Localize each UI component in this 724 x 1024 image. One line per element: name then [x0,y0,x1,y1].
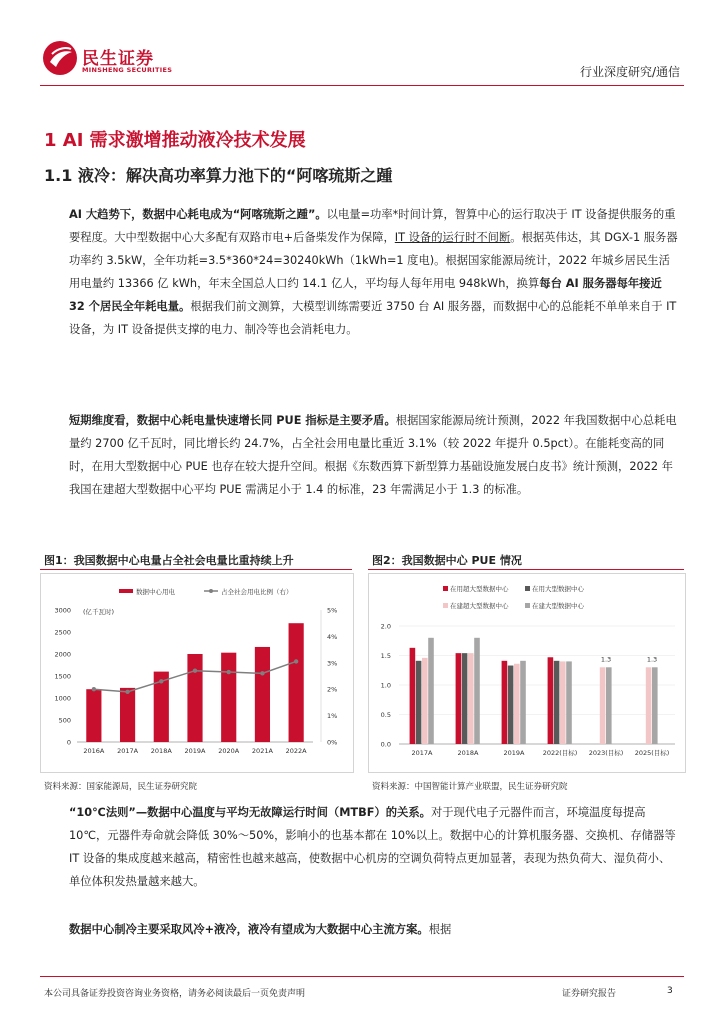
x-tick-label: 2016A [83,747,105,755]
y-right-tick: 0% [327,738,338,747]
paragraph-1 [69,203,679,341]
y-right-tick: 1% [327,712,338,721]
header-divider [40,85,684,86]
figure-1-chart [40,573,354,773]
footer-label: 证券研究报告 [562,989,617,999]
y-left-tick: 2000 [54,650,71,659]
paragraph-2 [69,409,679,501]
bar-pue [566,661,572,744]
bar-pue [600,667,606,744]
paragraph-1-text-b: 。根据英伟达，其 DGX-1 服务器功率约 3.5kW，全年功耗=3.5*360*24=30240kWh（1kWh=1 度电)。根据国家能源局统计，2022 年城乡居民生活用电量约 13366 亿 kWh，年末全国总人口约 14.1 亿人，平均每人每年用电 948kWh，换算 [69,231,678,290]
bar-datacenter-power [255,647,270,742]
figure-1-rule [40,569,352,570]
bar-pue [520,661,526,744]
legend-marker-line [209,589,213,593]
data-label: 1.3 [646,655,658,664]
bar-datacenter-power [86,689,101,742]
line-point [159,679,163,683]
x-tick-label: 2017A [117,747,139,755]
page-number: 3 [667,986,673,996]
y-left-tick: 1000 [54,694,71,703]
bar-datacenter-power [289,623,304,742]
x-tick-label: 2025(目标) [634,749,670,757]
legend-label: 在建大型数据中心 [532,602,584,610]
y-left-tick: 500 [58,716,71,725]
section-heading: 1 AI 需求激增推动液冷技术发展 [44,130,306,151]
bar-pue [560,661,566,744]
legend-swatch [443,603,448,608]
line-point [193,669,197,673]
figure-1-svg [41,574,353,772]
x-tick-label: 2023(目标) [588,749,624,757]
bar-pue [422,658,428,744]
bar-pue [416,661,422,744]
figure-2-source: 资料来源：中国智能计算产业联盟，民生证券研究院 [372,782,568,792]
paragraph-1-underline: IT 设备的运行时不间断 [394,231,511,244]
company-logo-icon [42,40,78,76]
legend-label-line: 占全社会用电比例（右） [221,588,293,596]
bar-pue [514,664,520,744]
x-tick-label: 2019A [503,749,525,757]
paragraph-1-bold: 每台 AI 服务器每年接近 32 个居民全年耗电量。 [69,277,662,313]
paragraph-3-lead: “10℃法则”—数据中心温度与平均无故障运行时间（MTBF）的关系。 [69,806,431,819]
line-point [294,659,298,663]
figure-1-title: 图1：我国数据中心电量占全社会电量比重持续上升 [44,554,294,567]
figure-2-svg [369,574,685,772]
paragraph-1-text-c: 根据我们前文测算，大模型训练需要近 3750 台 AI 服务器，而数据中心的总能耗不单单来自于 IT 设备，为 IT 设备提供支撑的电力、制冷等也会消耗电力。 [69,300,677,336]
figure-2-rule [368,569,684,570]
legend-label: 在建超大型数据中心 [450,602,509,610]
line-point [260,671,264,675]
paragraph-3 [69,801,679,893]
data-label: 1.3 [600,655,612,664]
report-category: 行业深度研究/通信 [579,65,680,79]
bar-pue [646,667,652,744]
y-left-tick: 0 [66,738,71,747]
y-right-tick: 5% [327,606,338,615]
y-tick-label: 1.0 [380,681,391,690]
footer-disclaimer: 本公司具备证券投资咨询业务资格，请务必阅读最后一页免责声明 [44,989,306,999]
bar-pue [606,667,612,744]
legend-swatch-bar [119,589,133,593]
y-tick-label: 2.0 [380,622,391,631]
bar-datacenter-power [221,653,236,742]
x-tick-label: 2020A [218,747,240,755]
paragraph-1-lead: AI 大趋势下，数据中心耗电成为“阿喀琉斯之踵”。 [69,208,327,221]
bar-pue [456,653,462,744]
legend-swatch [443,586,448,591]
figure-2-title: 图2：我国数据中心 PUE 情况 [372,554,522,567]
legend-label-bar: 数据中心用电 [136,588,175,596]
logo-name: 民生证券 [82,49,154,69]
y-left-tick: 1500 [54,672,71,681]
paragraph-4 [69,918,679,941]
line-point [125,690,129,694]
legend-label: 在用大型数据中心 [532,585,584,593]
legend-label: 在用超大型数据中心 [450,585,509,593]
bar-pue [462,653,468,744]
figure-2-chart [368,573,686,773]
y-right-tick: 2% [327,685,338,694]
legend-swatch [525,603,530,608]
bar-pue [410,648,416,744]
bar-pue [502,661,508,744]
footer-divider [40,976,684,977]
bar-pue [508,666,514,744]
bar-pue [428,638,434,744]
y-left-tick: 2500 [54,628,71,637]
y-axis-label: (亿千瓦时) [83,608,115,616]
x-tick-label: 2018A [150,747,172,755]
x-tick-label: 2022(目标) [542,749,578,757]
subsection-heading: 1.1 液冷：解决高功率算力池下的“阿喀琉斯之踵 [44,166,393,185]
paragraph-2-text: 根据国家能源局统计预测，2022 年我国数据中心总耗电量约 2700 亿千瓦时，同比增长约 24.7%，占全社会用电量比重近 3.1%（较 2022 年提升 0.5pct）。在能耗变高的同时，在用大型数据中心 PUE 也存在较大提升空间。根据《东数西算下新型算力基础设施发展白皮书》统计预测，2022 年我国在建超大型数据中心平均 PUE 需满足小于 1.4 的标准，23 年需满足小于 1.3 的标准。 [69,414,677,496]
x-tick-label: 2019A [184,747,206,755]
bar-pue [474,638,480,744]
legend-swatch [525,586,530,591]
paragraph-4-text: 根据 [428,923,452,936]
paragraph-4-lead: 数据中心制冷主要采取风冷+液冷，液冷有望成为大数据中心主流方案。 [69,923,429,936]
paragraph-1-text-a: 以电量=功率*时间计算，智算中心的运行取决于 IT 设备提供服务的重要程度。大中型数据中心大多配有双路市电+后备柴发作为保障， [69,208,676,244]
y-right-tick: 4% [327,632,338,641]
x-tick-label: 2022A [285,747,307,755]
y-tick-label: 1.5 [380,652,391,660]
line-point [227,670,231,674]
line-point [92,687,96,691]
y-tick-label: 0.5 [380,711,391,719]
figure-1-source: 资料来源：国家能源局，民生证券研究院 [44,782,198,792]
x-tick-label: 2021A [251,747,273,755]
bar-datacenter-power [187,654,202,742]
bar-pue [652,667,658,744]
y-tick-label: 0.0 [380,740,391,749]
y-right-tick: 3% [327,659,338,668]
bar-pue [468,653,474,744]
paragraph-3-text: 对于现代电子元器件而言，环境温度每提高 10℃，元器件寿命就会降低 30%～50%，影响小的也基本都在 10%以上。数据中心的计算机服务器、交换机、存储器等 IT 设备的集成度越来越高，精密性也越来越高，使数据中心机房的空调负荷特点更加显著，表现为热负荷大、湿负荷小、单位体积发热量越来越大。 [69,806,676,888]
paragraph-2-lead: 短期维度看，数据中心耗电量快速增长同 PUE 指标是主要矛盾。 [69,414,396,427]
logo-english: MINSHENG SECURITIES [82,66,173,74]
x-tick-label: 2017A [411,749,433,757]
bar-pue [554,661,560,744]
x-tick-label: 2018A [457,749,479,757]
y-left-tick: 3000 [54,606,71,615]
bar-pue [548,657,554,744]
bar-datacenter-power [120,688,135,742]
